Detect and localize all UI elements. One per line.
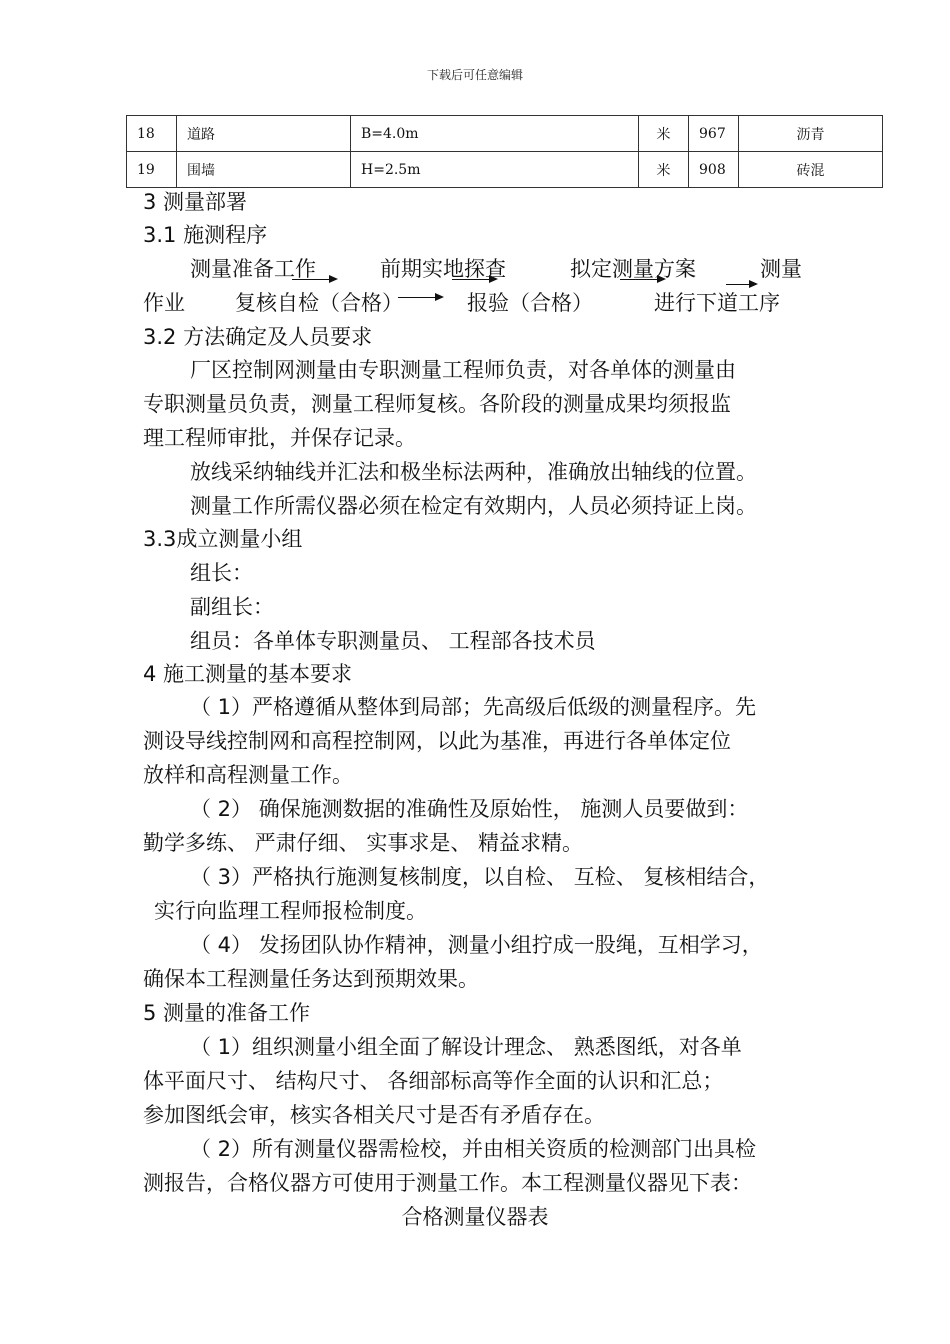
paragraph-line: （ 1）组织测量小组全面了解设计理念、 熟悉图纸，对各单	[190, 1035, 742, 1059]
paragraph-line: 放线采纳轴线并汇法和极坐标法两种，准确放出轴线的位置。	[190, 460, 757, 484]
paragraph-line: 测报告，合格仪器方可使用于测量工作。本工程测量仪器见下表：	[143, 1171, 752, 1195]
project-items-table	[126, 115, 883, 188]
paragraph-line: 确保本工程测量任务达到预期效果。	[143, 967, 479, 991]
cell-name: 围墙	[177, 152, 351, 188]
flow-step-selfcheck: 复核自检（合格）	[235, 291, 403, 315]
cell-spec: H=2.5m	[351, 152, 639, 188]
cell-name: 道路	[177, 116, 351, 152]
flow-step-report: 报验（合格）	[467, 291, 593, 315]
cell-qty: 908	[689, 152, 739, 188]
paragraph-line: 放样和高程测量工作。	[143, 763, 353, 787]
cell-unit: 米	[639, 152, 689, 188]
paragraph-line: 厂区控制网测量由专职测量工程师负责，对各单体的测量由	[190, 358, 736, 382]
section-4-heading: 4 施工测量的基本要求	[143, 662, 353, 686]
paragraph-line: （ 2）所有测量仪器需检校，并由相关资质的检测部门出具检	[190, 1137, 757, 1161]
cell-no: 19	[127, 152, 177, 188]
group-leader: 组长：	[190, 561, 253, 585]
section-5-heading: 5 测量的准备工作	[143, 1001, 311, 1025]
paragraph-line: 参加图纸会审，核实各相关尺寸是否有矛盾存在。	[143, 1103, 605, 1127]
group-members: 组员：各单体专职测量员、 工程部各技术员	[190, 629, 596, 653]
paragraph-line: （ 2） 确保施测数据的准确性及原始性， 施测人员要做到：	[190, 797, 749, 821]
paragraph-line: 测设导线控制网和高程控制网，以此为基准，再进行各单体定位	[143, 729, 731, 753]
cell-material: 砖混	[739, 152, 883, 188]
section-3-2-heading: 3.2 方法确定及人员要求	[143, 325, 373, 349]
flow-arrow	[620, 279, 664, 280]
cell-no: 18	[127, 116, 177, 152]
flow-arrow	[726, 284, 756, 285]
table-row	[127, 116, 883, 152]
cell-qty: 967	[689, 116, 739, 152]
paragraph-line: 勤学多练、 严肃仔细、 实事求是、 精益求精。	[143, 831, 584, 855]
paragraph-line: （ 1）严格遵循从整体到局部；先高级后低级的测量程序。先	[190, 695, 757, 719]
flow-arrow	[292, 279, 336, 280]
paragraph-line: 理工程师审批，并保存记录。	[143, 426, 416, 450]
paragraph-line: （ 3）严格执行施测复核制度，以自检、 互检、 复核相结合，	[190, 865, 770, 889]
paragraph-line: （ 4） 发扬团队协作精神，测量小组拧成一股绳，互相学习，	[190, 933, 763, 957]
flow-step-survey: 前期实地探查	[380, 257, 506, 281]
paragraph-line: 专职测量员负责，测量工程师复核。各阶段的测量成果均须报监	[143, 392, 731, 416]
flow-step-prepare: 测量准备工作	[190, 257, 316, 281]
flow-step-work: 作业	[143, 291, 185, 315]
cell-material: 沥青	[739, 116, 883, 152]
flow-step-plan: 拟定测量方案	[570, 257, 696, 281]
paragraph-line: 实行向监理工程师报检制度。	[154, 899, 427, 923]
table-row	[127, 152, 883, 188]
section-3-1-heading: 3.1 施测程序	[143, 223, 268, 247]
table-caption: 合格测量仪器表	[401, 1205, 549, 1229]
section-3-3-heading: 3.3成立测量小组	[143, 527, 303, 551]
section-3-heading: 3 测量部署	[143, 190, 248, 214]
flow-step-measure: 测量	[760, 257, 802, 281]
paragraph-line: 测量工作所需仪器必须在检定有效期内，人员必须持证上岗。	[190, 494, 757, 518]
flow-step-next: 进行下道工序	[654, 291, 780, 315]
flow-arrow	[398, 297, 442, 298]
cell-unit: 米	[639, 116, 689, 152]
paragraph-line: 体平面尺寸、 结构尺寸、 各细部标高等作全面的认识和汇总；	[143, 1069, 724, 1093]
group-deputy: 副组长：	[190, 595, 274, 619]
cell-spec: B=4.0m	[351, 116, 639, 152]
header-note: 下载后可任意编辑	[426, 68, 523, 82]
flow-arrow	[452, 279, 496, 280]
